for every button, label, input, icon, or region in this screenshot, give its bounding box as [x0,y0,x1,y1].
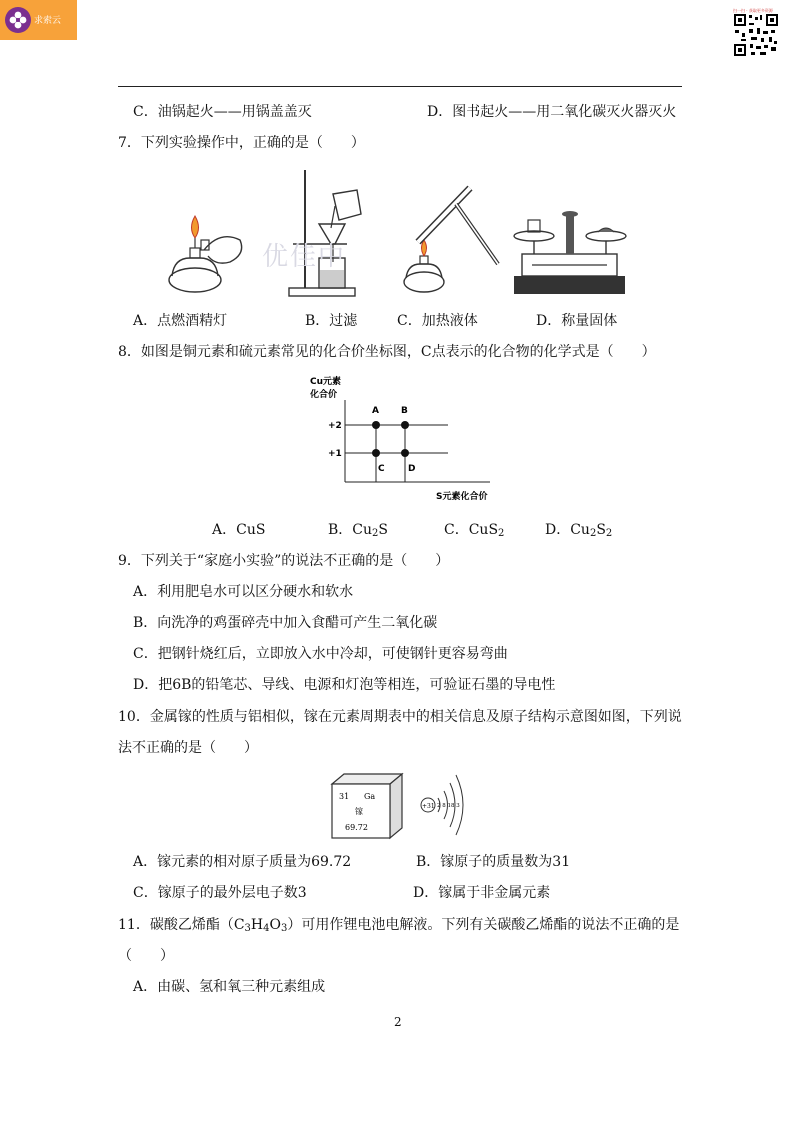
q8-option-a: A．CuS [212,522,266,538]
balance-weighing-image [512,206,627,298]
chart-tick-plus2: +2 [328,421,342,431]
q9-option-b: B．向洗净的鸡蛋碎壳中加入食醋可产生二氧化碳 [133,615,438,631]
chart-ylabel-line2: 化合价 [310,390,338,400]
brand-logo [0,0,77,40]
atomic-structure-diagram [418,765,478,845]
q10-stem-line2: 法不正确的是（ ） [118,740,258,756]
cell-element-name: 镓 [355,807,363,816]
q10-option-d: D．镓属于非金属元素 [413,885,551,901]
q7-stem: 7．下列实验操作中，正确的是（ ） [118,135,365,151]
header-rule [118,86,682,87]
electron-shells: 2 8 18 3 [437,803,460,809]
logo-text: 求索云 [34,16,62,26]
valence-chart [290,372,520,512]
q8-option-b: B．$Cu_2S$ [328,522,388,539]
nucleus-charge: +31 [422,803,435,810]
chart-point-d [401,449,409,457]
q7-option-c: C．加热液体 [397,313,478,329]
q10-stem-line1: 10．金属镓的性质与铝相似，镓在元素周期表中的相关信息及原子结构示意图如图，下列说 [118,709,682,725]
chart-point-label-a: A [372,406,379,416]
q7-option-b: B．过滤 [305,313,358,329]
cell-atomic-number: 31 [339,792,350,801]
q6-option-c: C．油锅起火——用锅盖盖灭 [133,104,312,120]
q8-option-d: D．$Cu_2S_2$ [545,522,613,539]
q10-option-a: A．镓元素的相对原子质量为69.72 [133,854,352,870]
q10-option-b: B．镓原子的质量数为31 [416,854,571,870]
filtration-image [283,166,373,298]
page-number: 2 [394,1015,402,1029]
q6-option-d: D．图书起火——用二氧化碳灭火器灭火 [427,104,677,120]
q11-answer-paren: （ ） [118,948,174,964]
cell-symbol: Ga [364,792,376,801]
q8-option-c: C．CuS$_2$ [444,522,505,539]
q10-option-c: C．镓原子的最外层电子数3 [133,885,307,901]
chart-point-a [372,421,380,429]
q11-option-a: A．由碳、氢和氧三种元素组成 [133,979,326,995]
cell-atomic-mass: 69.72 [345,823,368,832]
qr-code [733,8,779,58]
qr-code-icon [733,13,779,57]
chart-xlabel: S元素化合价 [436,492,488,502]
chart-ylabel-line1: Cu元素 [310,377,342,387]
q9-option-d: D．把6B的铅笔芯、导线、电源和灯泡等相连，可验证石墨的导电性 [133,677,556,693]
q9-option-c: C．把钢针烧红后，立即放入水中冷却，可使钢针更容易弯曲 [133,646,508,662]
alcohol-lamp-lighting-image [160,210,250,298]
qr-caption: 扫一扫 · 获取更多资源 [733,8,773,13]
chart-point-label-c: C [378,464,385,474]
periodic-table-cell [330,772,405,840]
chart-point-b [401,421,409,429]
q11-stem: 11．碳酸乙烯酯$(C_3H_4O_3)$可用作锂电池电解液。下列有关碳酸乙烯酯的说法不正确的是 [118,917,680,934]
q8-stem: 8．如图是铜元素和硫元素常见的化合价坐标图，C点表示的化合物的化学式是（ ） [118,344,656,360]
watermark: 优佳中 [262,242,347,272]
q9-stem: 9．下列关于“家庭小实验”的说法不正确的是（ ） [118,553,450,569]
q9-option-a: A．利用肥皂水可以区分硬水和软水 [133,584,354,600]
chart-point-label-b: B [401,406,408,416]
heating-liquid-image [398,180,503,298]
q7-option-d: D．称量固体 [536,313,618,329]
chart-point-label-d: D [408,464,416,474]
chart-tick-plus1: +1 [328,449,342,459]
q7-option-a: A．点燃酒精灯 [133,313,228,329]
chart-point-c [372,449,380,457]
logo-flower-icon [5,7,31,33]
